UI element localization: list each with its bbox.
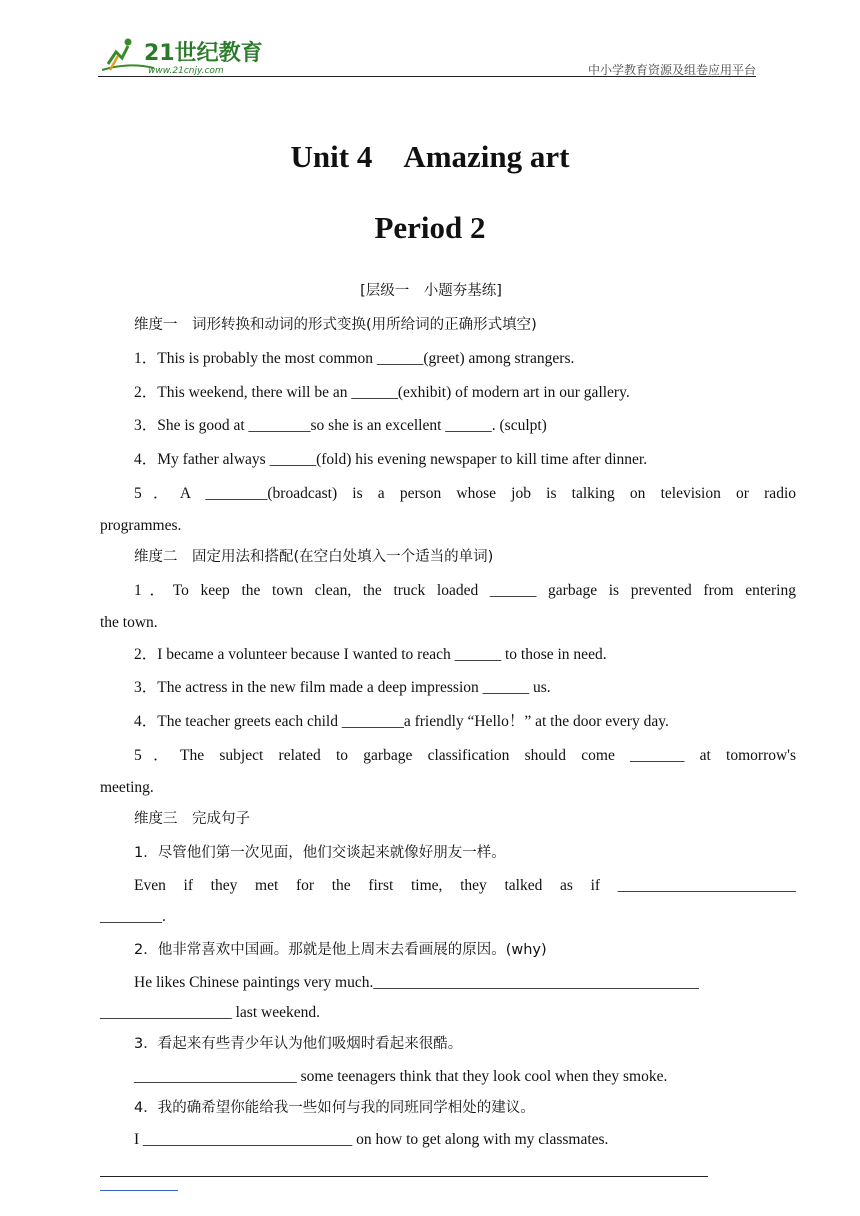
svg-text:21世纪教育: 21世纪教育 — [144, 41, 263, 66]
platform-tagline: 中小学教育资源及组卷应用平台 — [587, 63, 756, 77]
exercise-line: 3．The actress in the new film made a deep impression ______ us. — [134, 679, 551, 696]
exercise-line: _____________________ some teenagers think that they look cool when they smoke. — [134, 1068, 668, 1085]
exercise-line: I ___________________________ on how to get along with my classmates. — [134, 1131, 609, 1148]
exercise-line: ________. — [100, 908, 166, 925]
site-logo — [98, 34, 268, 76]
exercise-line: 2．他非常喜欢中国画。那就是他上周末去看画展的原因。(why) — [134, 942, 547, 958]
section2-heading: 维度二 固定用法和搭配(在空白处填入一个适当的单词) — [134, 549, 494, 565]
exercise-line: 5．The subject related to garbage classification should come _______ at tomorrow's — [134, 747, 796, 764]
exercise-line: He likes Chinese paintings very much.__________________________________________ — [134, 974, 699, 991]
exercise-line: the town. — [100, 614, 158, 631]
exercise-line: 1．To keep the town clean, the truck loaded ______ garbage is prevented from entering — [134, 582, 796, 599]
exercise-line: meeting. — [100, 779, 154, 796]
page-header — [98, 34, 756, 80]
exercise-line: 4．我的确希望你能给我一些如何与我的同班同学相处的建议。 — [134, 1100, 535, 1116]
exercise-line: 4．The teacher greets each child ________a friendly “Hello！” at the door every day. — [134, 713, 669, 730]
svg-text:www.21cnjy.com: www.21cnjy.com — [148, 66, 224, 76]
exercise-line: 1．尽管他们第一次见面，他们交谈起来就像好朋友一样。 — [134, 845, 506, 861]
exercise-line: 3．She is good at ________so she is an excellent ______. (sculpt) — [134, 417, 547, 434]
section1-heading: 维度一 词形转换和动词的形式变换(用所给词的正确形式填空) — [134, 317, 537, 333]
page-subtitle: Period 2 — [374, 210, 486, 245]
footer-link-underline[interactable] — [100, 1190, 178, 1191]
exercise-line: 3．看起来有些青少年认为他们吸烟时看起来很酷。 — [134, 1036, 463, 1052]
exercise-line: 1．This is probably the most common ______(greet) among strangers. — [134, 350, 575, 367]
exercise-line: _________________ last weekend. — [100, 1004, 320, 1021]
exercise-line: 4．My father always ______(fold) his evening newspaper to kill time after dinner. — [134, 451, 648, 468]
section3-heading: 维度三 完成句子 — [134, 811, 250, 827]
exercise-line: Even if they met for the first time, they talked as if _______________________ — [134, 877, 796, 894]
level-label: [层级一 小题夯基练] — [360, 283, 502, 299]
exercise-line: 5．A ________(broadcast) is a person whose job is talking on television or radio — [134, 485, 796, 502]
footer-divider — [100, 1176, 708, 1177]
exercise-line: 2．This weekend, there will be an ______(exhibit) of modern art in our gallery. — [134, 384, 630, 401]
exercise-line: programmes. — [100, 517, 182, 534]
header-divider — [98, 76, 756, 77]
page-title: Unit 4 Amazing art — [290, 139, 570, 174]
exercise-line: 2．I became a volunteer because I wanted to reach ______ to those in need. — [134, 646, 607, 663]
